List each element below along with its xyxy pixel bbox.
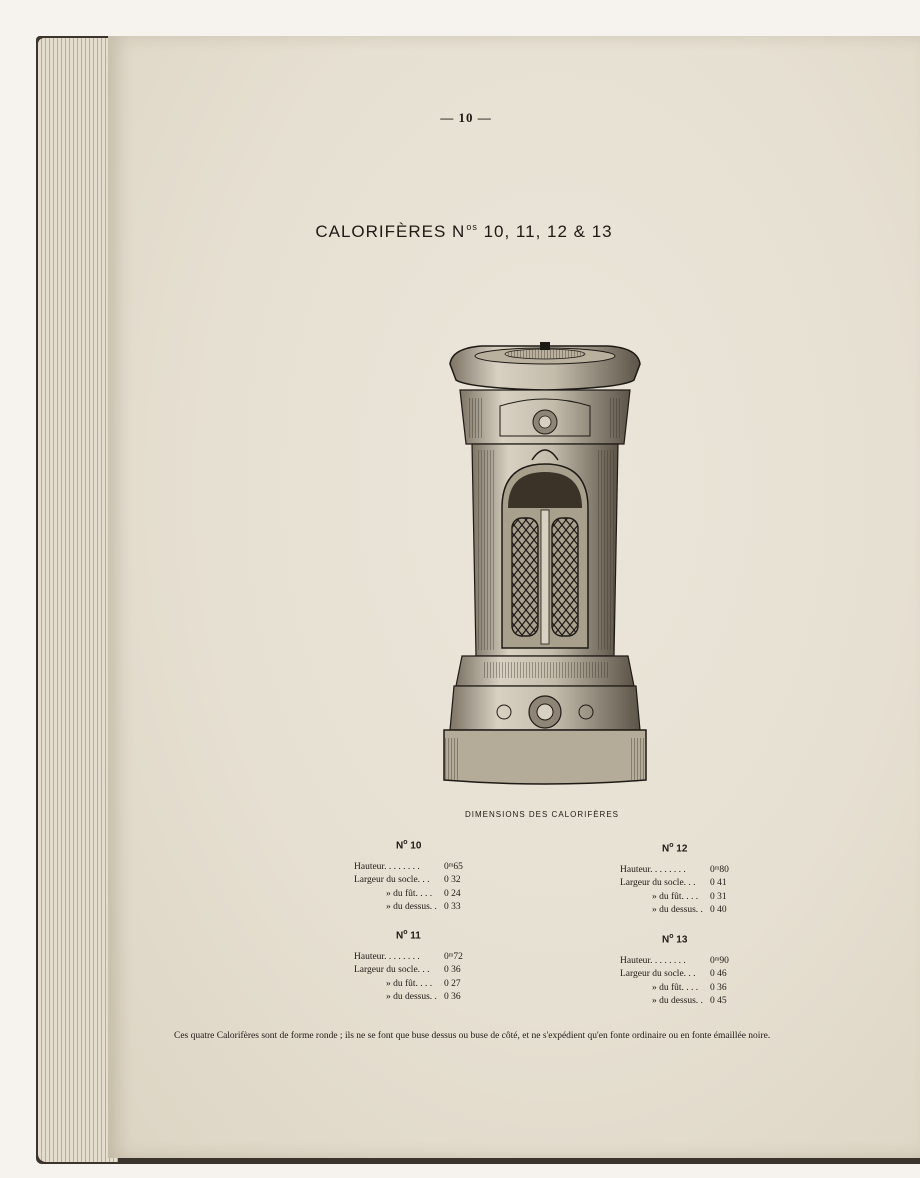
dimensions-caption: DIMENSIONS DES CALORIFÈRES (464, 810, 620, 819)
title-main: CALORIFÈRES N (315, 222, 466, 241)
dimension-row: » du fût. . . . 0 31 (652, 891, 727, 902)
page-edges (38, 38, 118, 1162)
heading-number: 11 (410, 930, 421, 942)
dimension-row: Largeur du socle. . . 0 46 (620, 969, 727, 980)
heading-sup: o (669, 842, 674, 849)
dimension-row: Hauteur. . . . . . . . 0ᵐ80 (620, 864, 729, 875)
heading-number: 12 (676, 843, 688, 855)
dimension-row: » du fût. . . . 0 36 (652, 982, 727, 993)
model-heading (620, 930, 750, 947)
model-12-dimensions (620, 839, 750, 918)
heading-sup: o (403, 839, 408, 846)
model-11-dimensions (354, 926, 484, 1005)
heading-n: N (662, 843, 670, 855)
dimension-row: Hauteur. . . . . . . . 0ᵐ72 (354, 951, 463, 962)
heading-n: N (396, 840, 404, 852)
page-title (58, 222, 870, 242)
catalog-page (108, 36, 920, 1158)
heading-n: N (662, 934, 670, 946)
dimension-row: » du dessus. . 0 40 (652, 905, 727, 916)
dimension-row: » du dessus. . 0 36 (386, 992, 461, 1003)
dimension-row: Largeur du socle. . . 0 41 (620, 878, 727, 889)
dimension-row: » du fût. . . . 0 24 (386, 888, 461, 899)
dimension-row: Hauteur. . . . . . . . 0ᵐ90 (620, 955, 729, 966)
dimension-row: » du fût. . . . 0 27 (386, 978, 461, 989)
heading-sup: o (403, 929, 408, 936)
title-sup: os (466, 222, 478, 233)
page-number: — 10 — (440, 110, 492, 125)
stove-illustration (442, 340, 648, 790)
dimension-row: » du dessus. . 0 33 (386, 902, 461, 913)
model-heading (354, 926, 484, 943)
heading-number: 10 (410, 840, 422, 852)
title-rest: 10, 11, 12 & 13 (483, 222, 613, 241)
heading-number: 13 (676, 934, 688, 946)
footnote-paragraph: Ces quatre Calorifères sont de forme ronde ; ils ne se font que buse dessus ou buse de côté, et ne s'expédient qu'en fonte ordinaire ou en fonte émaillée noire. (174, 1031, 771, 1041)
model-10-dimensions (354, 836, 484, 915)
dimension-row: Largeur du socle. . . 0 36 (354, 965, 461, 976)
dimension-row: » du dessus. . 0 45 (652, 996, 727, 1007)
dimension-row: Largeur du socle. . . 0 32 (354, 875, 461, 886)
dimension-row: Hauteur. . . . . . . . 0ᵐ65 (354, 861, 463, 872)
model-13-dimensions (620, 930, 750, 1009)
heading-sup: o (669, 933, 674, 940)
model-heading (354, 836, 484, 853)
model-heading (620, 839, 750, 856)
heading-n: N (396, 930, 404, 942)
